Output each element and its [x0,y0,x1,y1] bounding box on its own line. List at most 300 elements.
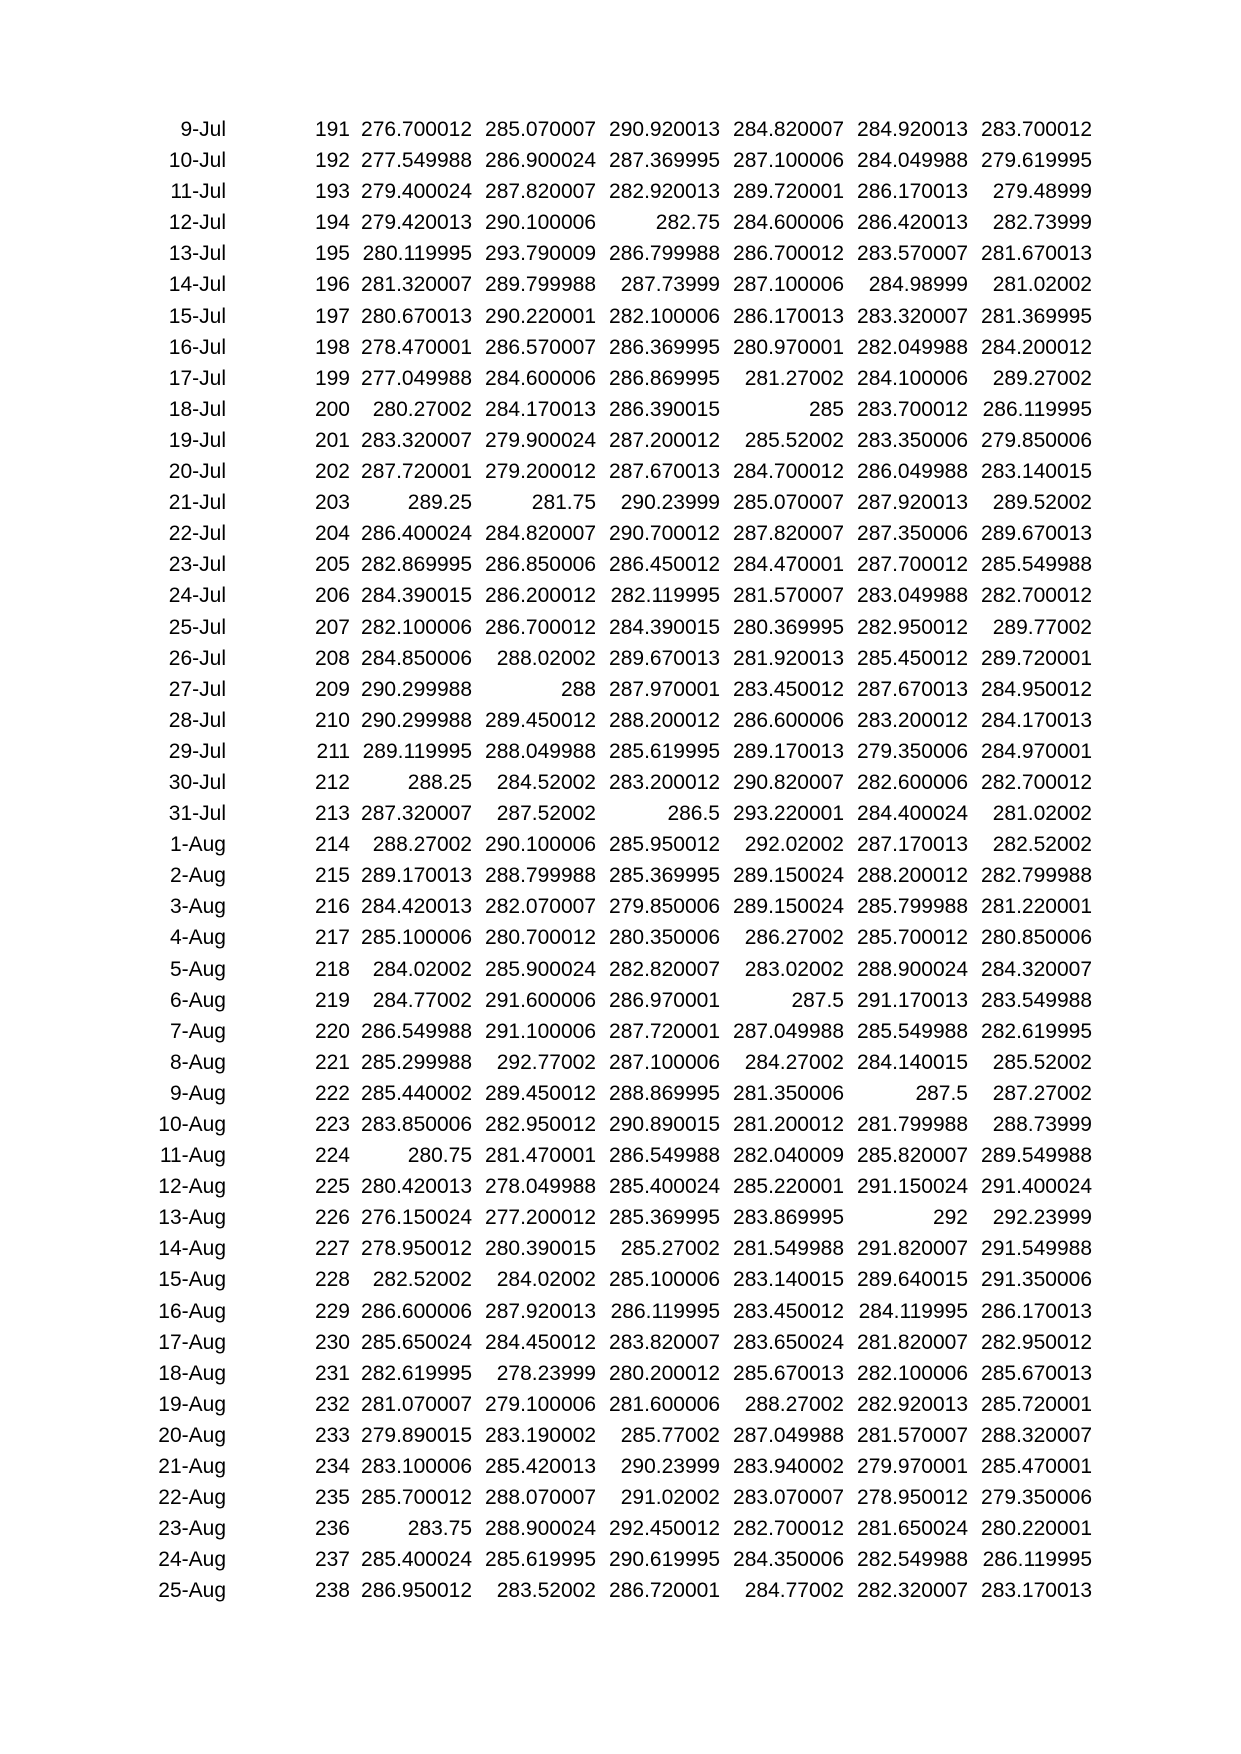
day-number-cell: 192 [314,149,350,173]
table-row [0,798,1241,829]
date-cell: 25-Jul [168,615,226,639]
value-cell: 281.820007 [857,1330,968,1354]
date-cell: 12-Jul [168,211,226,235]
value-cell: 281.600006 [609,1392,720,1416]
day-number-cell: 224 [314,1144,350,1168]
table-row [0,829,1241,860]
value-cell: 292.23999 [992,1206,1092,1230]
value-cell: 287.720001 [361,460,472,484]
table-row [0,456,1241,487]
value-cell: 279.48999 [992,180,1092,204]
value-cell: 287.5 [915,1081,968,1105]
value-cell: 280.350006 [609,926,720,950]
value-cell: 284.02002 [496,1268,596,1292]
date-cell: 19-Jul [168,428,226,452]
day-number-cell: 207 [314,615,350,639]
value-cell: 287.920013 [857,491,968,515]
day-number-cell: 206 [314,584,350,608]
value-cell: 285.070007 [733,491,844,515]
value-cell: 278.950012 [361,1237,472,1261]
value-cell: 292 [932,1206,968,1230]
value-cell: 288.900024 [857,957,968,981]
value-cell: 282.040009 [733,1144,844,1168]
value-cell: 283.700012 [857,397,968,421]
value-cell: 281.200012 [733,1113,844,1136]
value-cell: 282.700012 [733,1517,844,1541]
value-cell: 282.52002 [992,833,1092,857]
date-cell: 24-Jul [168,584,226,608]
value-cell: 281.02002 [992,273,1092,297]
value-cell: 283.140015 [981,460,1092,484]
value-cell: 288.869995 [609,1081,720,1105]
value-cell: 281.220001 [981,895,1092,919]
table-row [0,1482,1241,1513]
value-cell: 284.700012 [733,460,844,484]
value-cell: 292.02002 [744,833,844,857]
value-cell: 287.100006 [609,1050,720,1074]
value-cell: 289.170013 [733,739,844,763]
date-cell: 19-Aug [158,1392,226,1416]
value-cell: 283.200012 [857,708,968,732]
value-cell: 285.440002 [361,1081,472,1105]
value-cell: 281.570007 [733,584,844,608]
value-cell: 284.140015 [857,1050,968,1074]
value-cell: 285.400024 [609,1175,720,1199]
day-number-cell: 209 [314,677,350,701]
data-table [0,114,1241,1607]
day-number-cell: 228 [314,1268,350,1292]
table-row [0,487,1241,518]
table-row [0,612,1241,643]
date-cell: 7-Aug [169,1019,226,1043]
table-row [0,332,1241,363]
day-number-cell: 197 [314,304,350,328]
value-cell: 283.450012 [733,1299,844,1323]
value-cell: 290.23999 [620,1455,720,1479]
table-row [0,1513,1241,1544]
date-cell: 13-Aug [158,1206,226,1230]
value-cell: 287.920013 [485,1299,596,1323]
value-cell: 284.170013 [981,708,1092,732]
value-cell: 285.650024 [361,1330,472,1354]
value-cell: 284.820007 [733,118,844,141]
value-cell: 284.02002 [372,957,472,981]
value-cell: 289.720001 [733,180,844,204]
value-cell: 285.670013 [733,1361,844,1385]
value-cell: 285.950012 [609,833,720,857]
table-row [0,580,1241,611]
date-cell: 21-Aug [158,1455,226,1479]
date-cell: 8-Aug [169,1050,226,1074]
table-row [0,425,1241,456]
value-cell: 284.450012 [485,1330,596,1354]
value-cell: 283.170013 [981,1579,1092,1603]
value-cell: 279.890015 [361,1423,472,1447]
day-number-cell: 205 [314,553,350,577]
date-cell: 10-Jul [168,149,226,173]
value-cell: 283.320007 [857,304,968,328]
day-number-cell: 201 [314,428,350,452]
date-cell: 4-Aug [169,926,226,950]
value-cell: 286.170013 [981,1299,1092,1323]
value-cell: 280.369995 [733,615,844,639]
value-cell: 284.420013 [361,895,472,919]
value-cell: 285.100006 [609,1268,720,1292]
value-cell: 287.049988 [733,1423,844,1447]
value-cell: 282.320007 [857,1579,968,1603]
value-cell: 285.720001 [981,1392,1092,1416]
day-number-cell: 203 [314,491,350,515]
value-cell: 287.200012 [609,428,720,452]
value-cell: 282.73999 [992,211,1092,235]
date-cell: 17-Aug [158,1330,226,1354]
value-cell: 284.600006 [733,211,844,235]
value-cell: 277.200012 [485,1206,596,1230]
value-cell: 289.77002 [992,615,1092,639]
value-cell: 282.100006 [609,304,720,328]
value-cell: 285.070007 [485,118,596,141]
value-cell: 284.77002 [372,988,472,1012]
value-cell: 279.350006 [981,1486,1092,1510]
value-cell: 282.920013 [857,1392,968,1416]
day-number-cell: 226 [314,1206,350,1230]
value-cell: 291.549988 [981,1237,1092,1261]
value-cell: 288.799988 [485,864,596,888]
table-row [0,394,1241,425]
value-cell: 287.52002 [496,802,596,826]
date-cell: 31-Jul [168,802,226,826]
table-row [0,1296,1241,1327]
value-cell: 286.570007 [485,335,596,359]
value-cell: 288.73999 [992,1113,1092,1136]
date-cell: 5-Aug [169,957,226,981]
table-row [0,1171,1241,1202]
value-cell: 291.350006 [981,1268,1092,1292]
day-number-cell: 213 [314,802,350,826]
value-cell: 286.600006 [361,1299,472,1323]
day-number-cell: 227 [314,1237,350,1261]
value-cell: 286.049988 [857,460,968,484]
value-cell: 278.23999 [496,1361,596,1385]
date-cell: 24-Aug [158,1548,226,1572]
value-cell: 285.470001 [981,1455,1092,1479]
value-cell: 290.23999 [620,491,720,515]
value-cell: 286.700012 [733,242,844,266]
value-cell: 293.220001 [733,802,844,826]
table-row [0,1233,1241,1264]
value-cell: 286.119995 [982,397,1092,421]
day-number-cell: 232 [314,1392,350,1416]
value-cell: 286.450012 [609,553,720,577]
value-cell: 281.470001 [485,1144,596,1168]
value-cell: 287.820007 [733,522,844,546]
day-number-cell: 194 [314,211,350,235]
value-cell: 291.600006 [485,988,596,1012]
value-cell: 284.77002 [744,1579,844,1603]
value-cell: 288.049988 [485,739,596,763]
value-cell: 288.27002 [372,833,472,857]
value-cell: 284.049988 [857,149,968,173]
value-cell: 291.100006 [485,1019,596,1043]
day-number-cell: 215 [314,864,350,888]
table-row [0,518,1241,549]
value-cell: 282.950012 [857,615,968,639]
value-cell: 291.150024 [857,1175,968,1199]
day-number-cell: 220 [314,1019,350,1043]
table-row [0,891,1241,922]
value-cell: 289.170013 [361,864,472,888]
value-cell: 285.820007 [857,1144,968,1168]
value-cell: 285.700012 [361,1486,472,1510]
value-cell: 283.350006 [857,428,968,452]
day-number-cell: 222 [314,1081,350,1105]
value-cell: 287.049988 [733,1019,844,1043]
value-cell: 286.27002 [744,926,844,950]
day-number-cell: 225 [314,1175,350,1199]
value-cell: 284.920013 [857,118,968,141]
value-cell: 284.400024 [857,802,968,826]
value-cell: 286.970001 [609,988,720,1012]
value-cell: 282.799988 [981,864,1092,888]
date-cell: 22-Jul [168,522,226,546]
value-cell: 276.700012 [361,118,472,141]
value-cell: 287.970001 [609,677,720,701]
value-cell: 283.869995 [733,1206,844,1230]
day-number-cell: 200 [314,397,350,421]
table-row [0,1358,1241,1389]
value-cell: 283.850006 [361,1113,472,1136]
value-cell: 284.820007 [485,522,596,546]
day-number-cell: 212 [314,770,350,794]
value-cell: 285.900024 [485,957,596,981]
value-cell: 285.700012 [857,926,968,950]
value-cell: 279.420013 [361,211,472,235]
value-cell: 284.320007 [981,957,1092,981]
value-cell: 284.350006 [733,1548,844,1572]
value-cell: 280.200012 [609,1361,720,1385]
value-cell: 282.869995 [361,553,472,577]
date-cell: 18-Jul [168,397,226,421]
day-number-cell: 191 [314,118,350,141]
date-cell: 28-Jul [168,708,226,732]
value-cell: 286.200012 [485,584,596,608]
value-cell: 286.799988 [609,242,720,266]
value-cell: 290.299988 [361,708,472,732]
value-cell: 285.299988 [361,1050,472,1074]
value-cell: 284.850006 [361,646,472,670]
value-cell: 286.549988 [609,1144,720,1168]
value-cell: 289.150024 [733,864,844,888]
value-cell: 282.700012 [981,770,1092,794]
date-cell: 26-Jul [168,646,226,670]
value-cell: 283.52002 [496,1579,596,1603]
date-cell: 22-Aug [158,1486,226,1510]
value-cell: 290.619995 [609,1548,720,1572]
value-cell: 281.369995 [981,304,1092,328]
date-cell: 20-Jul [168,460,226,484]
value-cell: 289.52002 [992,491,1092,515]
day-number-cell: 193 [314,180,350,204]
value-cell: 284.200012 [981,335,1092,359]
table-row [0,1327,1241,1358]
value-cell: 280.850006 [981,926,1092,950]
table-row [0,922,1241,953]
day-number-cell: 221 [314,1050,350,1074]
day-number-cell: 214 [314,833,350,857]
value-cell: 280.390015 [485,1237,596,1261]
value-cell: 285.27002 [620,1237,720,1261]
value-cell: 281.549988 [733,1237,844,1261]
table-row [0,1202,1241,1233]
date-cell: 13-Jul [168,242,226,266]
value-cell: 284.600006 [485,366,596,390]
day-number-cell: 219 [314,988,350,1012]
table-row [0,860,1241,891]
value-cell: 282.700012 [981,584,1092,608]
value-cell: 283.200012 [609,770,720,794]
value-cell: 288.900024 [485,1517,596,1541]
value-cell: 287.170013 [857,833,968,857]
value-cell: 289.549988 [981,1144,1092,1168]
value-cell: 285 [808,397,844,421]
table-row [0,1389,1241,1420]
date-cell: 12-Aug [158,1175,226,1199]
value-cell: 286.950012 [361,1579,472,1603]
value-cell: 286.170013 [733,304,844,328]
value-cell: 285.619995 [609,739,720,763]
value-cell: 289.670013 [981,522,1092,546]
value-cell: 287.27002 [992,1081,1092,1105]
table-row [0,674,1241,705]
value-cell: 287.5 [791,988,844,1012]
value-cell: 282.920013 [609,180,720,204]
value-cell: 290.299988 [361,677,472,701]
table-row [0,207,1241,238]
value-cell: 286.369995 [609,335,720,359]
value-cell: 285.369995 [609,864,720,888]
value-cell: 279.619995 [981,149,1092,173]
value-cell: 279.350006 [857,739,968,763]
date-cell: 29-Jul [168,739,226,763]
date-cell: 11-Aug [159,1144,226,1168]
date-cell: 1-Aug [169,833,226,857]
value-cell: 281.02002 [992,802,1092,826]
value-cell: 281.27002 [744,366,844,390]
day-number-cell: 236 [314,1517,350,1541]
value-cell: 281.320007 [361,273,472,297]
value-cell: 285.52002 [744,428,844,452]
value-cell: 290.890015 [609,1113,720,1136]
table-row [0,1109,1241,1140]
value-cell: 278.950012 [857,1486,968,1510]
value-cell: 289.27002 [992,366,1092,390]
value-cell: 286.549988 [361,1019,472,1043]
value-cell: 282.75 [655,211,720,235]
table-row [0,767,1241,798]
value-cell: 282.600006 [857,770,968,794]
date-cell: 6-Aug [169,988,226,1012]
value-cell: 286.5 [667,802,720,826]
date-cell: 15-Aug [158,1268,226,1292]
day-number-cell: 230 [314,1330,350,1354]
value-cell: 282.950012 [485,1113,596,1136]
value-cell: 279.900024 [485,428,596,452]
table-row [0,643,1241,674]
value-cell: 286.390015 [609,397,720,421]
value-cell: 283.320007 [361,428,472,452]
date-cell: 23-Aug [158,1517,226,1541]
value-cell: 283.549988 [981,988,1092,1012]
value-cell: 285.619995 [485,1548,596,1572]
value-cell: 279.850006 [981,428,1092,452]
date-cell: 27-Jul [168,677,226,701]
value-cell: 287.350006 [857,522,968,546]
value-cell: 282.119995 [610,584,720,608]
value-cell: 282.100006 [361,615,472,639]
date-cell: 14-Aug [158,1237,226,1261]
value-cell: 287.100006 [733,149,844,173]
value-cell: 293.790009 [485,242,596,266]
value-cell: 283.570007 [857,242,968,266]
value-cell: 286.869995 [609,366,720,390]
value-cell: 290.820007 [733,770,844,794]
value-cell: 289.640015 [857,1268,968,1292]
value-cell: 287.700012 [857,553,968,577]
value-cell: 288.27002 [744,1392,844,1416]
value-cell: 281.799988 [857,1113,968,1136]
value-cell: 282.070007 [485,895,596,919]
day-number-cell: 217 [314,926,350,950]
date-cell: 23-Jul [168,553,226,577]
table-row [0,176,1241,207]
value-cell: 285.52002 [992,1050,1092,1074]
value-cell: 286.700012 [485,615,596,639]
value-cell: 283.100006 [361,1455,472,1479]
day-number-cell: 233 [314,1423,350,1447]
day-number-cell: 229 [314,1299,350,1323]
date-cell: 14-Jul [168,273,226,297]
table-row [0,1451,1241,1482]
value-cell: 283.070007 [733,1486,844,1510]
day-number-cell: 199 [314,366,350,390]
value-cell: 284.27002 [744,1050,844,1074]
table-row [0,145,1241,176]
value-cell: 286.600006 [733,708,844,732]
value-cell: 276.150024 [361,1206,472,1230]
value-cell: 285.450012 [857,646,968,670]
value-cell: 284.390015 [361,584,472,608]
value-cell: 284.170013 [485,397,596,421]
value-cell: 286.119995 [982,1548,1092,1572]
value-cell: 287.100006 [733,273,844,297]
table-row [0,1420,1241,1451]
value-cell: 287.720001 [609,1019,720,1043]
day-number-cell: 238 [314,1579,350,1603]
value-cell: 280.670013 [361,304,472,328]
value-cell: 291.820007 [857,1237,968,1261]
day-number-cell: 216 [314,895,350,919]
value-cell: 285.420013 [485,1455,596,1479]
table-row [0,736,1241,767]
value-cell: 277.549988 [361,149,472,173]
value-cell: 283.049988 [857,584,968,608]
value-cell: 291.170013 [857,988,968,1012]
value-cell: 279.970001 [857,1455,968,1479]
value-cell: 290.100006 [485,833,596,857]
value-cell: 283.940002 [733,1455,844,1479]
date-cell: 16-Aug [158,1299,226,1323]
value-cell: 280.970001 [733,335,844,359]
